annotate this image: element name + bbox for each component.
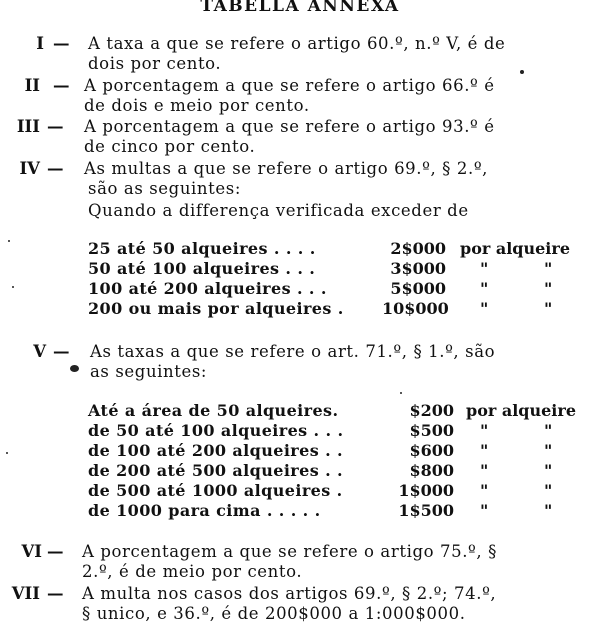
item-number: III	[16, 117, 40, 136]
table-row	[88, 441, 598, 461]
item-line: As taxas a que se refere o art. 71.º, § 1.º, são	[90, 342, 496, 361]
item-line: A multa nos casos dos artigos 69.º, § 2.º; 74.º,	[82, 584, 497, 603]
item-number: IV	[19, 159, 40, 178]
unit-cell: " "	[480, 481, 553, 500]
ink-speck	[8, 240, 10, 242]
range-cell: 50 até 100 alqueires . . .	[88, 259, 316, 278]
table-row	[88, 279, 598, 299]
range-cell: Até a área de 50 alqueires.	[88, 401, 339, 420]
table-row	[88, 401, 598, 421]
range-cell: de 1000 para cima . . . . .	[88, 501, 321, 520]
item-dash: —	[47, 117, 64, 136]
value-cell: $600	[409, 441, 454, 460]
ink-speck	[70, 365, 79, 372]
item-line: As multas a que se refere o artigo 69.º, § 2.º,	[84, 159, 489, 178]
item-line: § unico, e 36.º, é de 200$000 a 1:000$000.	[82, 604, 466, 623]
item-line: Quando a differença verificada exceder de	[88, 201, 469, 220]
item-number: VII	[11, 584, 40, 603]
range-cell: de 500 até 1000 alqueires .	[88, 481, 343, 500]
item-number: V	[33, 342, 46, 361]
ink-speck	[400, 392, 402, 394]
range-cell: de 50 até 100 alqueires . . .	[88, 421, 344, 440]
unit-cell: " "	[480, 441, 553, 460]
item-line: 2.º, é de meio por cento.	[82, 562, 303, 581]
item-line: A porcentagem a que se refere o artigo 66.º é	[84, 76, 495, 95]
table-row	[88, 461, 598, 481]
item-number: I	[36, 34, 44, 53]
ink-speck	[520, 70, 524, 74]
table-row	[88, 239, 598, 259]
range-cell: 200 ou mais por alqueires .	[88, 299, 344, 318]
table-row	[88, 501, 598, 521]
range-cell: 100 até 200 alqueires . . .	[88, 279, 327, 298]
item-line: são as seguintes:	[88, 179, 241, 198]
item-line: A porcentagem a que se refere o artigo 75.º, §	[82, 542, 497, 561]
value-cell: 5$000	[390, 279, 446, 298]
item-dash: —	[47, 159, 64, 178]
unit-cell: por alqueire	[460, 239, 570, 258]
value-cell: $200	[409, 401, 454, 420]
unit-cell: " "	[480, 421, 553, 440]
item-number: II	[24, 76, 40, 95]
item-line: de dois e meio por cento.	[84, 96, 310, 115]
table-row	[88, 299, 598, 319]
value-cell: $800	[409, 461, 454, 480]
unit-cell: " "	[480, 501, 553, 520]
range-cell: de 200 até 500 alqueires . .	[88, 461, 344, 480]
unit-cell: " "	[480, 461, 553, 480]
ink-speck	[12, 286, 14, 288]
value-cell: $500	[409, 421, 454, 440]
unit-cell: " "	[480, 279, 553, 298]
value-cell: 2$000	[390, 239, 446, 258]
unit-cell: " "	[480, 299, 553, 318]
item-dash: —	[53, 342, 70, 361]
item-line: dois por cento.	[88, 54, 222, 73]
value-cell: 1$000	[398, 481, 454, 500]
item-dash: —	[53, 76, 70, 95]
item-line: A taxa a que se refere o artigo 60.º, n.º V, é de	[88, 34, 506, 53]
value-cell: 3$000	[390, 259, 446, 278]
unit-cell: " "	[480, 259, 553, 278]
item-dash: —	[47, 542, 64, 561]
ink-speck	[6, 452, 8, 454]
item-line: de cinco por cento.	[84, 137, 256, 156]
range-cell: de 100 até 200 alqueires . .	[88, 441, 344, 460]
table-row	[88, 481, 598, 501]
table-row	[88, 259, 598, 279]
item-line: A porcentagem a que se refere o artigo 93.º é	[84, 117, 495, 136]
unit-cell: por alqueire	[466, 401, 576, 420]
value-cell: 1$500	[398, 501, 454, 520]
taxas-table	[88, 401, 598, 521]
item-line: as seguintes:	[90, 362, 208, 381]
value-cell: 10$000	[382, 299, 449, 318]
item-dash: —	[53, 34, 70, 53]
range-cell: 25 até 50 alqueires . . . .	[88, 239, 316, 258]
table-row	[88, 421, 598, 441]
document-title: TABELLA ANNEXA	[200, 0, 400, 16]
multas-table	[88, 239, 598, 319]
item-number: VI	[21, 542, 42, 561]
item-dash: —	[47, 584, 64, 603]
